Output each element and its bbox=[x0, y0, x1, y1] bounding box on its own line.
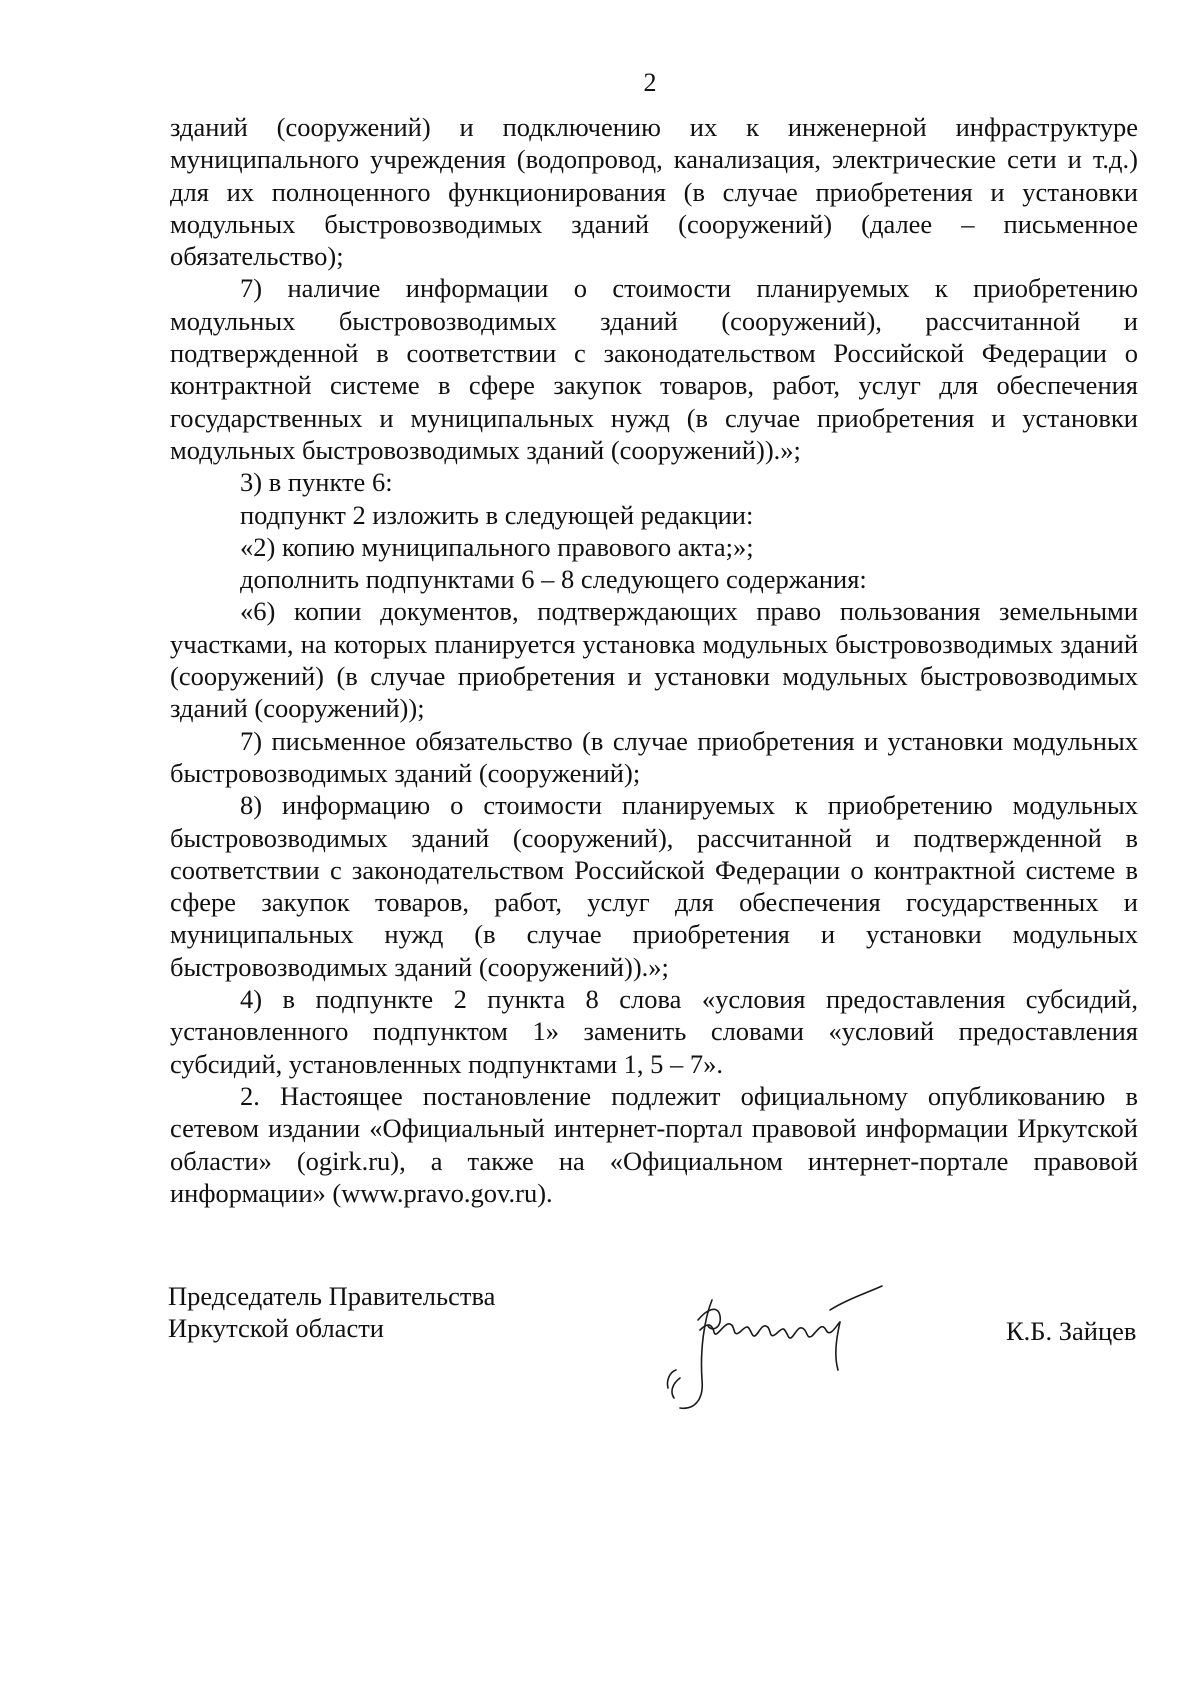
signatory-position-line: Председатель Правительства bbox=[168, 1281, 496, 1311]
paragraph: 7) письменное обязательство (в случае приобретения и установки модульных быстровозводимых зданий (сооружений); bbox=[170, 725, 1138, 788]
handwritten-signature bbox=[660, 1260, 930, 1420]
signatory-position-line: Иркутской области bbox=[168, 1313, 384, 1343]
paragraph: 2. Настоящее постановление подлежит официальному опубликованию в сетевом издании «Официальный интернет-портал правовой информации Иркутской области» (ogirk.ru), а также на «Официальном интернет-портале правовой информации» (www.pravo.gov.ru). bbox=[170, 1080, 1138, 1208]
signatory-position bbox=[168, 1280, 495, 1344]
paragraph: подпункт 2 изложить в следующей редакции: bbox=[240, 499, 754, 530]
paragraph: 8) информацию о стоимости планируемых к приобретению модульных быстровозводимых зданий (сооружений), рассчитанной и подтвержденной в соответствии с законодательством Российской Федерации о контрактной системе в сфере закупок товаров, работ, услуг для обеспечения государственных и муниципальных нужд (в случае приобретения и установки модульных быстровозводимых зданий (сооружений)).»; bbox=[170, 790, 1138, 982]
paragraph: зданий (сооружений) и подключению их к инженерной инфраструктуре муниципального учреждения (водопровод, канализация, электрические сети и т.д.) для их полноценного функционирования (в случае приобретения и установки модульных быстровозводимых зданий (сооружений) (далее – письменное обязательство); bbox=[170, 112, 1138, 272]
paragraph: «2) копию муниципального правового акта;»; bbox=[240, 531, 754, 562]
paragraph: дополнить подпунктами 6 – 8 следующего содержания: bbox=[240, 564, 867, 595]
paragraph: 4) в подпункте 2 пункта 8 слова «условия предоставления субсидий, установленного подпунктом 1» заменить словами «условий предоставления субсидий, установленных подпунктами 1, 5 – 7». bbox=[170, 984, 1138, 1079]
document-body bbox=[170, 111, 1138, 1209]
signatory-name: К.Б. Зайцев bbox=[1006, 1316, 1137, 1346]
paragraph: «6) копии документов, подтверждающих право пользования земельными участками, на которых планируется установка модульных быстровозводимых зданий (сооружений) (в случае приобретения и установки модульных быстровозводимых зданий (сооружений)); bbox=[170, 596, 1138, 724]
page-number: 2 bbox=[643, 68, 657, 97]
paragraph: 3) в пункте 6: bbox=[240, 467, 393, 498]
paragraph: 7) наличие информации о стоимости планируемых к приобретению модульных быстровозводимых зданий (сооружений), рассчитанной и подтвержденной в соответствии с законодательством Российской Федерации о контрактной системе в сфере закупок товаров, работ, услуг для обеспечения государственных и муниципальных нужд (в случае приобретения и установки модульных быстровозводимых зданий (сооружений)).»; bbox=[170, 273, 1138, 465]
